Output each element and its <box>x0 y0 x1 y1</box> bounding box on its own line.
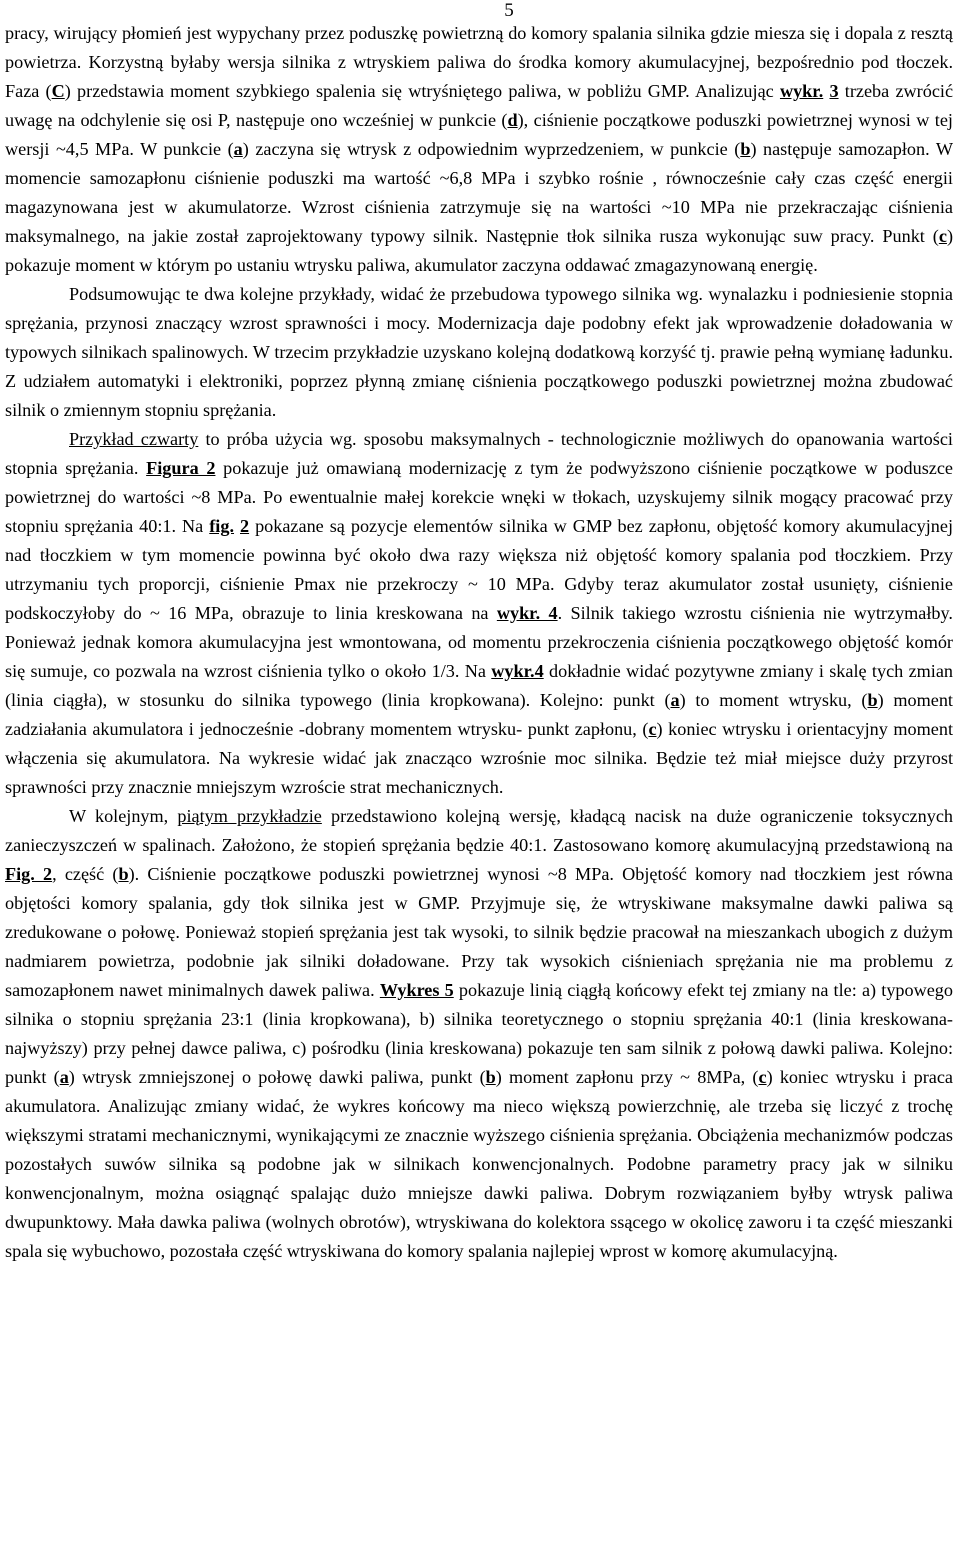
reference-text: piątym przykładzie <box>177 806 322 826</box>
reference-text: a <box>670 690 680 710</box>
text-run: dokładnie widać pozytywne zmiany i skalę tych zmian (linia ciągła), w stosunku do silnika typowego (linia kropkowana). Kolejno: punkt ( <box>5 661 954 710</box>
text-run: ) pokazuje moment w którym po ustaniu wtrysku paliwa, akumulator zaczyna oddawać zmagazynowaną energię. <box>5 226 953 275</box>
text-run: W kolejnym, <box>69 806 178 826</box>
text-run: ) następuje samozapłon. W momencie samozapłonu ciśnienie poduszki ma wartość ~6,8 MPa i szybko rośnie , równocześnie cały czas część energii magazynowana jest w akumulatorze. Wzrost ciśnienia zatrzymuje się na wartości ~10 MPa nie przekraczając ciśnienia maksymalnego, na jakie został zaprojektowany typowy silnik. Następnie tłok silnika rusza wykonując suw pracy. Punkt ( <box>5 139 953 246</box>
text-run: ) moment zadziałania akumulatora i jednocześnie -dobrany momentem wtrysku- punkt zapłonu, ( <box>5 690 953 739</box>
text-run: pracy, wirujący płomień jest wypychany przez poduszkę powietrzną do komory spalania silnika gdzie miesza się i dopala z resztą powietrza. Korzystną byłaby wersja silnika z wtryskiem paliwa do środka komory akumulacyjnej, bezpośrednio pod tłoczek. Faza ( <box>5 23 953 101</box>
paragraph <box>5 802 953 1266</box>
text-run: Podsumowując te dwa kolejne przykłady, widać że przebudowa typowego silnika wg. wynalazku i podniesienie stopnia sprężania, przynosi znaczący wzrost sprawności i mocy. Modernizacja daje podobny efekt jak wprowadzenie doładowania w typowych silnikach spalinowych. W trzecim przykładzie uzyskano kolejną dodatkową korzyść tj. prawie pełną wymianę ładunku. Z udziałem automatyki i elektroniki, poprzez płynną zmianę ciśnienia początkowego poduszki powietrznej można zbudować silnik o zmiennym stopniu sprężania. <box>5 284 953 420</box>
text-run: pokazuje już omawianą modernizację z tym że podwyższono ciśnienie początkowe w poduszce powietrznej do wartości ~8 MPa. Po ewentualnie małej korekcie wnęki w tłokach, uzyskujemy silnik mogący pracować przy stopniu sprężania 40:1. Na <box>5 458 954 536</box>
text-run: ) koniec wtrysku i orientacyjny moment włączenia się akumulatora. Na wykresie widać jak znacząco wzrośnie moc silnika. Będzie też miał miejsce duży przyrost sprawności przy znacznie mniejszym wzroście strat mechanicznych. <box>5 719 954 797</box>
text-run: ). Ciśnienie początkowe poduszki powietrznej wynosi ~8 MPa. Objętość komory nad tłoczkiem jest równa objętości komory spalania, gdy tłok silnika jest w GMP. Przyjmuje się, że wtryskiwane maksymalne dawki paliwa są zredukowane o połowę. Ponieważ stopień sprężania jest tak wysoki, to silnik będzie pracował na mieszankach ubogich z dużym nadmiarem powietrza, podobnie jak silniki doładowane. Przy tak wysokich ciśnieniach sprężania nie ma problemu z samozapłonem nawet minimalnych dawek paliwa. <box>5 864 953 1000</box>
text-run: trzeba zwrócić uwagę na odchylenie się osi P, następuje ono wcześniej w punkcie ( <box>5 81 954 130</box>
reference-text: b <box>118 864 129 884</box>
text-run: ) przedstawia moment szybkiego spalenia się wtryśniętego paliwa, w pobliżu GMP. Analizując <box>64 81 780 101</box>
reference-text: b <box>740 139 751 159</box>
reference-text: Figura 2 <box>146 458 216 478</box>
reference-text: Fig. 2 <box>5 864 53 884</box>
text-run: to próba użycia wg. sposobu maksymalnych - technologicznie możliwych do opanowania wartości stopnia sprężania. <box>5 429 953 478</box>
reference-text: 2 <box>240 516 250 536</box>
paragraph <box>5 19 953 280</box>
reference-text: a <box>233 139 243 159</box>
page-number: 5 <box>504 0 514 21</box>
reference-text: c <box>648 719 657 739</box>
reference-text: wykr.4 <box>491 661 544 681</box>
reference-text: d <box>507 110 518 130</box>
text-run: przedstawiono kolejną wersję, kładącą nacisk na duże ograniczenie toksycznych zanieczyszczeń w spalinach. Założono, że stopień sprężania będzie 40:1. Zastosowano komorę akumulacyjną przedstawioną na <box>5 806 953 855</box>
paragraph <box>5 280 953 425</box>
reference-text: Wykres 5 <box>379 980 454 1000</box>
text-run: ) wtrysk zmniejszonej o połowę dawki paliwa, punkt ( <box>68 1067 486 1087</box>
reference-text: wykr. 4 <box>496 603 558 623</box>
document-body <box>5 19 953 1266</box>
text-run: ) zaczyna się wtrysk z odpowiednim wyprzedzeniem, w punkcie ( <box>242 139 741 159</box>
text-run: , część ( <box>52 864 119 884</box>
reference-text: b <box>485 1067 496 1087</box>
reference-text: fig. <box>209 516 235 536</box>
reference-text: C <box>51 81 65 101</box>
text-run: ) koniec wtrysku i praca akumulatora. Analizując zmiany widać, że wykres końcowy ma nieco większą powierzchnię, ale trzeba się liczyć z trochę większymi stratami mechanicznymi, wynikającymi ze znacznie wyższego ciśnienia sprężania. Obciążenia mechanizmów podczas pozostałych suwów silnika są podobne jak w silnikach konwencjonalnych. Podobne parametry pracy jak w silniku konwencjonalnym, można osiągnąć spalając dużo mniejsze dawki paliwa. Dobrym rozwiązaniem byłby wtrysk paliwa dwupunktowy. Mała dawka paliwa (wolnych obrotów), wtryskiwana do kolektora ssącego w okolicę zaworu i ta część mieszanki spala się wybuchowo, pozostała część wtryskiwana do komory spalania najlepiej wprost w komorę akumulacyjną. <box>5 1067 953 1261</box>
reference-text: wykr. <box>779 81 824 101</box>
text-run: ) to moment wtrysku, ( <box>679 690 868 710</box>
reference-text: a <box>59 1067 69 1087</box>
reference-text: c <box>938 226 947 246</box>
text-run: pokazuje linią ciągłą końcowy efekt tej zmiany na tle: a) typowego silnika o stopniu sprężania 23:1 (linia kropkowana), b) silnika teoretycznego o stopniu sprężania 40:1 (linia kreskowana-najwyższy) przy pełnej dawce paliwa, c) pośrodku (linia kreskowana) pokazuje ten sam silnik z połową dawki paliwa. Kolejno: punkt ( <box>5 980 953 1087</box>
text-run: ) moment zapłonu przy ~ 8MPa, ( <box>495 1067 759 1087</box>
text-run: pokazane są pozycje elementów silnika w GMP bez zapłonu, objętość komory akumulacyjnej nad tłoczkiem w tym momencie powinna być około dwa razy większa niż objętość komory spalania pod tłoczkiem. Przy utrzymaniu tych proporcji, ciśnienie Pmax nie przekroczy ~ 10 MPa. Gdyby teraz akumulator został usunięty, ciśnienie podskoczyłoby do ~ 16 MPa, obrazuje to linia kreskowana na <box>5 516 954 623</box>
reference-text: b <box>867 690 878 710</box>
reference-text: Przykład czwarty <box>69 429 199 449</box>
paragraph <box>5 425 953 802</box>
reference-text: c <box>758 1067 767 1087</box>
reference-text: 3 <box>829 81 839 101</box>
text-run: ), ciśnienie początkowe poduszki powietrznej wynosi w tej wersji ~4,5 MPa. W punkcie ( <box>5 110 953 159</box>
text-run: . Silnik takiego wzrostu ciśnienia nie wytrzymałby. Ponieważ jednak komora akumulacyjna jest wmontowana, od momentu przekroczenia ciśnienia początkowego objętość komór się sumuje, co pozwala na wzrost ciśnienia tylko o około 1/3. Na <box>5 603 953 681</box>
